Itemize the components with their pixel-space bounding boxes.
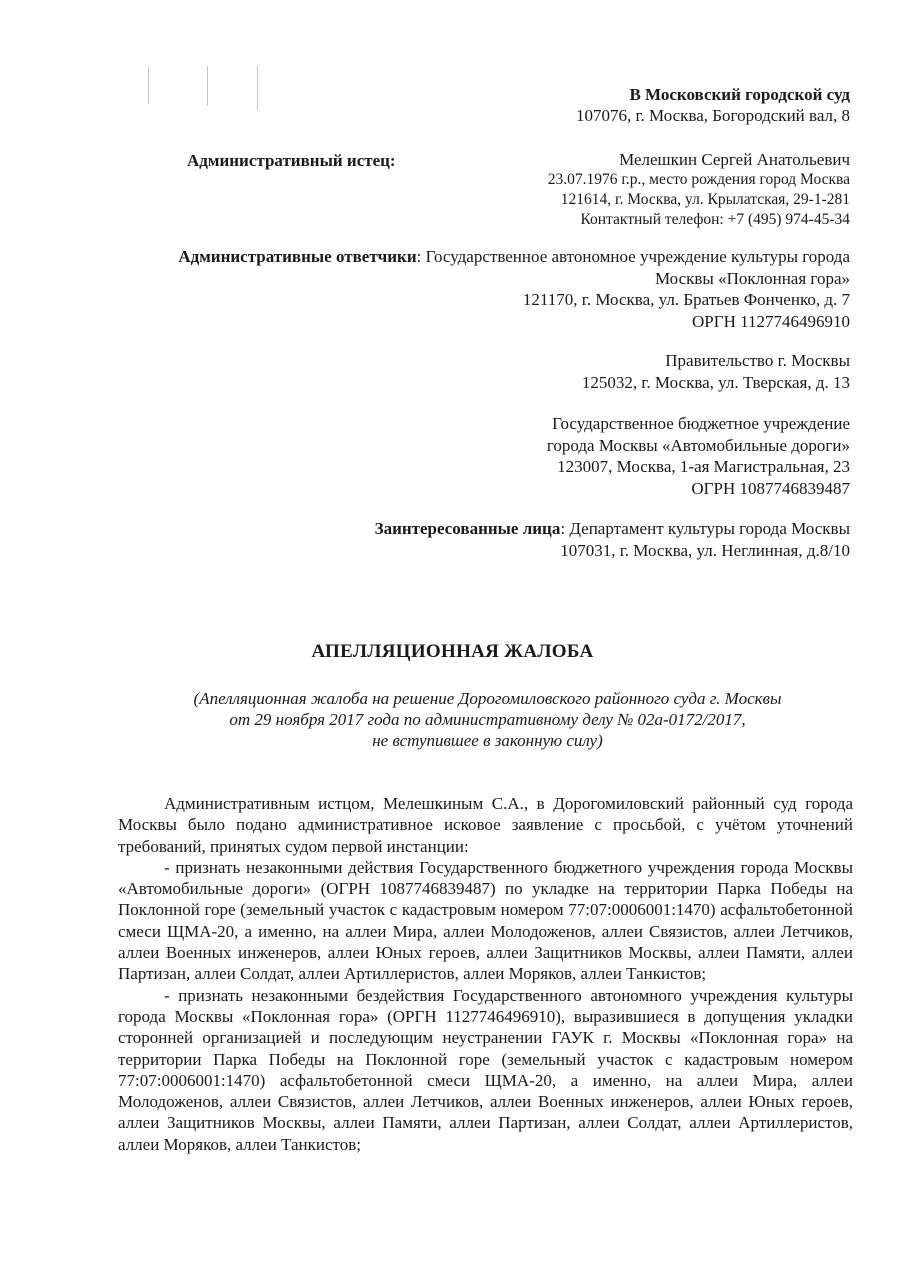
defendant-1-name-cont: Москвы «Поклонная гора» [654,268,850,288]
interested-first-line [375,518,850,540]
interested-address: 107031, г. Москва, ул. Неглинная, д.8/10 [560,541,850,560]
court-header [576,84,850,126]
defendant-2-name: Правительство г. Москвы [665,351,850,370]
defendant-1-ogrn: ОРГН 1127746496910 [692,311,850,331]
body-paragraph-3: - признать незаконными бездействия Государственного автономного учреждения культуры города Москвы «Поклонная гора» (ОРГН 1127746496910), выразившиеся в допущения укладки сторонней организацией и последующим неустранении ГАУК г. Москвы «Поклонная гора» на территории Парка Победы на Поклонной горе (земельный участок с кадастровым номером 77:07:0006001:1470) асфальтобетонной смеси ЩМА-20, а именно, на аллеи Мира, аллеи Молодоженов, аллеи Связистов, аллеи Летчиков, аллеи Военных инженеров, аллеи Юных героев, аллеи Защитников Москвы, аллеи Памяти, аллеи Партизан, аллеи Солдат, аллеи Артиллеристов, аллеи Моряков, аллеи Танкистов; [118,985,853,1154]
subtitle-line-1: (Апелляционная жалоба на решение Дорогомиловского районного суда г. Москвы [193,689,782,708]
plaintiff-address: 121614, г. Москва, ул. Крылатская, 29-1-281 [560,191,850,208]
defendant-2-block [582,350,850,393]
interested-name: Департамент культуры города Москвы [569,519,850,538]
plaintiff-birth: 23.07.1976 г.р., место рождения город Москва [547,171,850,188]
body-paragraph-2: - признать незаконными действия Государственного бюджетного учреждения города Москвы «Автомобильные дороги» (ОГРН 1087746839487) по укладке на территории Парка Победы на Поклонной горе (земельный участок с кадастровым номером 77:07:0006001:1470) асфальтобетонной смеси ЩМА-20, а именно, на аллеи Мира, аллеи Молодоженов, аллеи Связистов, аллеи Летчиков, аллеи Военных инженеров, аллеи Юных героев, аллеи Защитников Москвы, аллеи Памяти, аллеи Партизан, аллеи Солдат, аллеи Артиллеристов, аллеи Моряков, аллеи Танкистов; [118,857,853,984]
defendant-1-address: 121170, г. Москва, ул. Братьев Фонченко, д. 7 [522,290,850,309]
subtitle-line-2: от 29 ноября 2017 года по административному делу № 02а-0172/2017, [229,710,746,729]
subtitle-line-3: не вступившее в законную силу) [372,731,603,750]
defendants-colon: : [416,247,426,266]
document-subtitle [0,688,905,751]
interested-colon: : [560,519,570,538]
defendant-3-name: Государственное бюджетное учреждение [552,414,850,433]
document-title: АПЕЛЛЯЦИОННАЯ ЖАЛОБА [311,641,594,662]
plaintiff-label: Административный истец: [187,151,396,170]
defendant-first-line [178,246,850,268]
defendants-block [178,246,850,332]
interested-block [375,518,850,562]
plaintiff-block [548,150,850,230]
court-name: В Московский городской суд [629,85,850,104]
court-address: 107076, г. Москва, Богородский вал, 8 [575,106,850,125]
defendant-3-block [547,413,850,499]
interested-label: Заинтересованные лица [374,519,561,538]
scan-artifact [207,66,208,106]
plaintiff-phone: Контактный телефон: +7 (495) 974-45-34 [580,211,850,228]
defendant-3-ogrn: ОГРН 1087746839487 [691,478,850,498]
document-body [118,793,853,1155]
defendant-3-name-cont: города Москвы «Автомобильные дороги» [546,435,850,455]
plaintiff-name: Мелешкин Сергей Анатольевич [619,150,850,169]
defendants-label: Административные ответчики [178,247,417,266]
defendant-1-name: Государственное автономное учреждение культуры города [425,247,850,266]
scan-artifact [148,66,149,104]
defendant-3-address: 123007, Москва, 1-ая Магистральная, 23 [557,457,850,476]
body-paragraph-1: Административным истцом, Мелешкиным С.А., в Дорогомиловский районный суд города Москвы было подано административное исковое заявление с просьбой, с учётом уточнений требований, принятых судом первой инстанции: [118,794,853,856]
scan-artifact [257,66,258,110]
defendant-2-address: 125032, г. Москва, ул. Тверская, д. 13 [581,372,850,392]
